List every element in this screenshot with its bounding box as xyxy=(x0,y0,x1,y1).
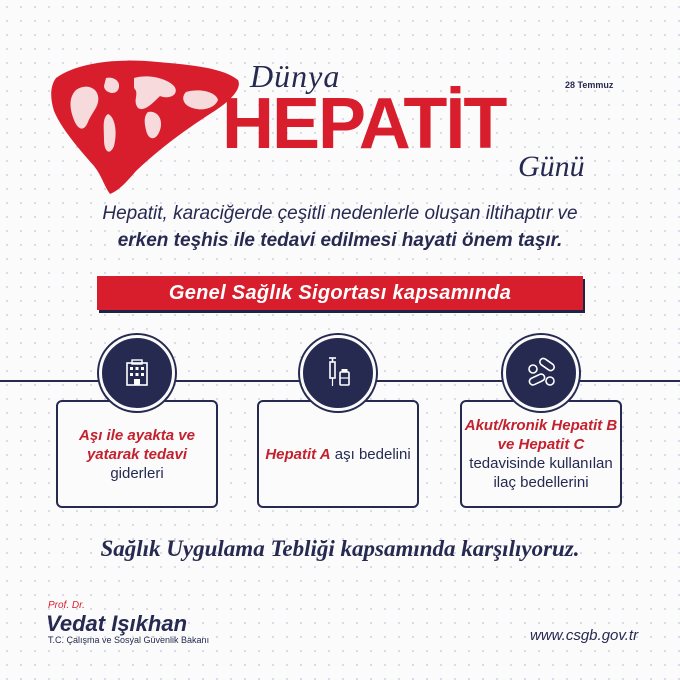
card-vaccine-detail: aşı bedelini xyxy=(334,445,411,463)
intro-text xyxy=(40,200,640,254)
signature-ministry: T.C. Çalışma ve Sosyal Güvenlik Bakanı xyxy=(48,635,210,645)
hospital-building-icon xyxy=(99,335,175,411)
date-label: 28 Temmuz xyxy=(565,80,614,90)
intro-line-1: Hepatit, karaciğerde çeşitli nedenlerle oluşan iltihaptır ve xyxy=(102,203,578,224)
coverage-banner: Genel Sağlık Sigortası kapsamında xyxy=(97,276,583,310)
card-vaccine-text xyxy=(265,445,410,464)
card-medication-detail: tedavisinde kullanılan ilaç bedellerini xyxy=(469,455,613,491)
card-medication xyxy=(460,400,622,508)
intro-line-2: erken teşhis ile tedavi edilmesi hayati önem taşır. xyxy=(117,230,563,251)
card-treatment xyxy=(56,400,218,508)
card-treatment-detail: giderleri xyxy=(110,464,164,482)
liver-world-map-icon xyxy=(48,56,243,196)
card-medication-text xyxy=(462,416,620,492)
website-link[interactable]: www.csgb.gov.tr xyxy=(530,627,639,644)
coverage-note: Sağlık Uygulama Tebliği kapsamında karşılıyoruz. xyxy=(100,536,580,561)
signature-name: Vedat Işıkhan xyxy=(46,611,188,636)
card-treatment-highlight: Aşı ile ayakta ve yatarak tedavi xyxy=(79,426,195,463)
title-dunya: Dünya xyxy=(250,58,341,94)
syringe-vial-icon xyxy=(300,335,376,411)
card-vaccine xyxy=(257,400,419,508)
title-gunu: Günü xyxy=(518,150,585,183)
card-treatment-text xyxy=(58,426,216,483)
card-medication-highlight: Akut/kronik Hepatit B ve Hepatit C xyxy=(464,417,618,453)
card-vaccine-highlight: Hepatit A xyxy=(265,445,331,463)
signature-title: Prof. Dr. xyxy=(48,600,85,611)
pills-icon xyxy=(503,335,579,411)
title-hepatit: HEPATİT xyxy=(222,84,506,164)
